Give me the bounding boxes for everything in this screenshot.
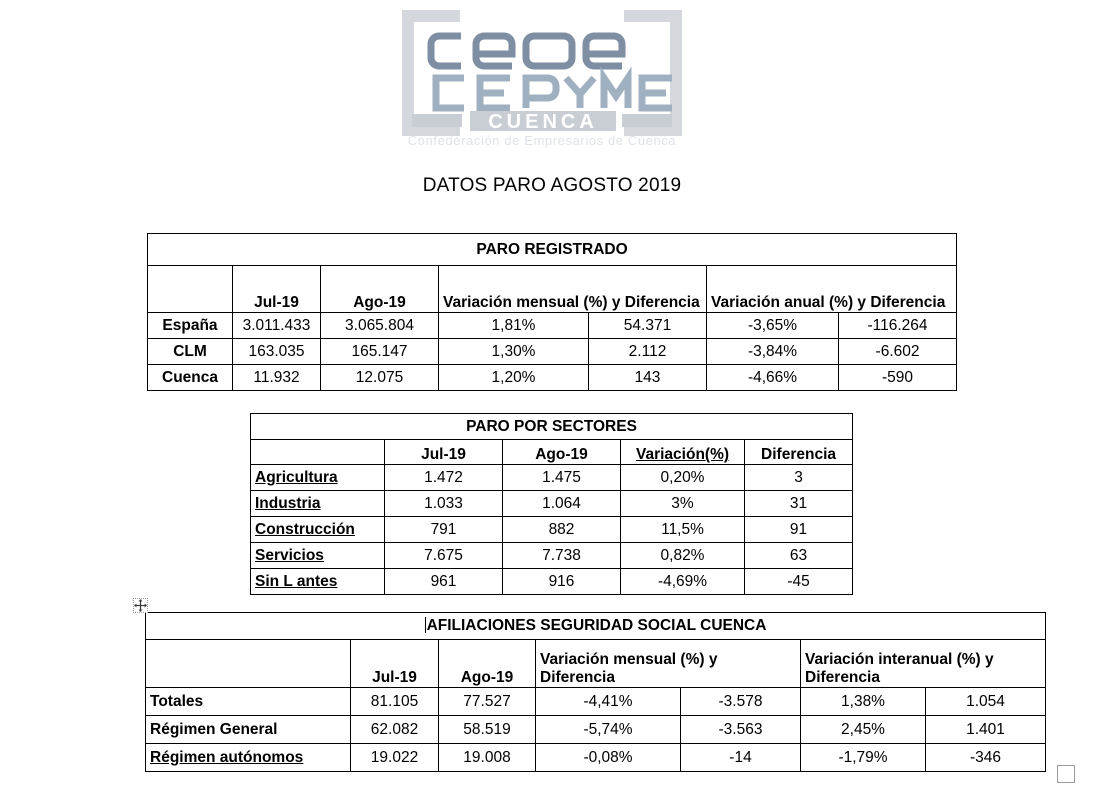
row-label: Agricultura bbox=[251, 465, 385, 491]
table-afiliaciones-seguridad-social bbox=[145, 612, 1046, 772]
cell-ago: 1.475 bbox=[503, 465, 621, 491]
cell-var-mensual-dif: 54.371 bbox=[589, 313, 707, 339]
table-row bbox=[251, 465, 853, 491]
table-row bbox=[251, 543, 853, 569]
table-row bbox=[146, 716, 1046, 744]
header-variacion: Variación(%) bbox=[621, 440, 745, 465]
cell-var-mensual-pct: 1,20% bbox=[439, 365, 589, 391]
row-label: Servicios bbox=[251, 543, 385, 569]
table-row bbox=[146, 640, 1046, 688]
cell-diferencia: 3 bbox=[745, 465, 853, 491]
cell-ago: 77.527 bbox=[439, 688, 536, 716]
table-row bbox=[146, 688, 1046, 716]
cell-variacion: -4,69% bbox=[621, 569, 745, 595]
table-title bbox=[146, 613, 1046, 640]
header-ago: Ago-19 bbox=[321, 266, 439, 313]
cell-var-anual-pct: -3,84% bbox=[707, 339, 839, 365]
ceoe-cepyme-cuenca-logo bbox=[398, 6, 686, 151]
cell-var-mensual-pct: -4,41% bbox=[536, 688, 681, 716]
header-variacion-anual: Variación anual (%) y Diferencia bbox=[707, 266, 957, 313]
cell-var-anual-dif: -590 bbox=[839, 365, 957, 391]
cell-var-mensual-pct: -0,08% bbox=[536, 744, 681, 772]
cell-variacion: 3% bbox=[621, 491, 745, 517]
header-corner bbox=[148, 266, 233, 313]
cell-jul: 1.472 bbox=[385, 465, 503, 491]
cell-ago: 916 bbox=[503, 569, 621, 595]
cell-ago: 12.075 bbox=[321, 365, 439, 391]
cell-var-mensual-dif: -3.578 bbox=[681, 688, 801, 716]
table-row bbox=[251, 569, 853, 595]
table-title: PARO REGISTRADO bbox=[148, 234, 957, 266]
cell-ago: 58.519 bbox=[439, 716, 536, 744]
header-jul: Jul-19 bbox=[351, 640, 439, 688]
cell-var-interanual-pct: 2,45% bbox=[801, 716, 926, 744]
cell-ago: 19.008 bbox=[439, 744, 536, 772]
cell-diferencia: 63 bbox=[745, 543, 853, 569]
table-row bbox=[251, 517, 853, 543]
table-title: PARO POR SECTORES bbox=[251, 414, 853, 440]
row-label: Régimen autónomos bbox=[146, 744, 351, 772]
cell-ago: 1.064 bbox=[503, 491, 621, 517]
cell-var-mensual-dif: -14 bbox=[681, 744, 801, 772]
cell-var-mensual-dif: 2.112 bbox=[589, 339, 707, 365]
cell-variacion: 0,82% bbox=[621, 543, 745, 569]
header-corner bbox=[251, 440, 385, 465]
cell-jul: 81.105 bbox=[351, 688, 439, 716]
cell-var-mensual-dif: -3.563 bbox=[681, 716, 801, 744]
cell-jul: 62.082 bbox=[351, 716, 439, 744]
cell-variacion: 0,20% bbox=[621, 465, 745, 491]
table-row bbox=[148, 339, 957, 365]
cell-var-interanual-dif: -346 bbox=[926, 744, 1046, 772]
cell-var-anual-dif: -116.264 bbox=[839, 313, 957, 339]
table-row bbox=[146, 613, 1046, 640]
header-ago: Ago-19 bbox=[439, 640, 536, 688]
table-row bbox=[148, 234, 957, 266]
cell-var-mensual-pct: 1,81% bbox=[439, 313, 589, 339]
header-ago: Ago-19 bbox=[503, 440, 621, 465]
cell-var-interanual-dif: 1.401 bbox=[926, 716, 1046, 744]
cell-var-mensual-dif: 143 bbox=[589, 365, 707, 391]
table-row bbox=[251, 440, 853, 465]
header-variacion-interanual: Variación interanual (%) y Diferencia bbox=[801, 640, 1046, 688]
table-row bbox=[251, 414, 853, 440]
row-label: Industria bbox=[251, 491, 385, 517]
row-label: CLM bbox=[148, 339, 233, 365]
row-label: Construcción bbox=[251, 517, 385, 543]
cell-jul: 961 bbox=[385, 569, 503, 595]
table-title-text: AFILIACIONES SEGURIDAD SOCIAL CUENCA bbox=[426, 617, 767, 635]
table-row bbox=[146, 744, 1046, 772]
svg-text:CUENCA: CUENCA bbox=[488, 111, 598, 133]
cell-var-interanual-pct: -1,79% bbox=[801, 744, 926, 772]
cell-jul: 163.035 bbox=[233, 339, 321, 365]
cell-ago: 3.065.804 bbox=[321, 313, 439, 339]
cell-diferencia: 31 bbox=[745, 491, 853, 517]
cell-jul: 1.033 bbox=[385, 491, 503, 517]
table-row bbox=[148, 266, 957, 313]
cell-var-mensual-pct: 1,30% bbox=[439, 339, 589, 365]
row-label: Cuenca bbox=[148, 365, 233, 391]
cell-var-anual-pct: -3,65% bbox=[707, 313, 839, 339]
table-row bbox=[148, 313, 957, 339]
resize-handle[interactable] bbox=[1057, 765, 1075, 783]
cell-var-anual-pct: -4,66% bbox=[707, 365, 839, 391]
header-jul: Jul-19 bbox=[233, 266, 321, 313]
cell-ago: 882 bbox=[503, 517, 621, 543]
table-paro-por-sectores bbox=[250, 413, 853, 595]
page-title: DATOS PARO AGOSTO 2019 bbox=[422, 175, 682, 196]
text-caret bbox=[425, 617, 426, 633]
table-row bbox=[148, 365, 957, 391]
row-label: Régimen General bbox=[146, 716, 351, 744]
cell-jul: 7.675 bbox=[385, 543, 503, 569]
logo-tagline: Confederación de Empresarios de Cuenca bbox=[407, 133, 677, 148]
row-label: Totales bbox=[146, 688, 351, 716]
cell-jul: 3.011.433 bbox=[233, 313, 321, 339]
header-variacion-mensual: Variación mensual (%) y Diferencia bbox=[439, 266, 707, 313]
move-handle-icon[interactable] bbox=[133, 598, 148, 613]
cell-jul: 19.022 bbox=[351, 744, 439, 772]
cell-ago: 7.738 bbox=[503, 543, 621, 569]
cell-jul: 791 bbox=[385, 517, 503, 543]
row-label: España bbox=[148, 313, 233, 339]
cell-var-interanual-dif: 1.054 bbox=[926, 688, 1046, 716]
header-corner bbox=[146, 640, 351, 688]
header-diferencia: Diferencia bbox=[745, 440, 853, 465]
cell-var-interanual-pct: 1,38% bbox=[801, 688, 926, 716]
cell-variacion: 11,5% bbox=[621, 517, 745, 543]
cell-diferencia: 91 bbox=[745, 517, 853, 543]
table-row bbox=[251, 491, 853, 517]
row-label: Sin L antes bbox=[251, 569, 385, 595]
cell-var-mensual-pct: -5,74% bbox=[536, 716, 681, 744]
cell-var-anual-dif: -6.602 bbox=[839, 339, 957, 365]
cell-ago: 165.147 bbox=[321, 339, 439, 365]
cell-diferencia: -45 bbox=[745, 569, 853, 595]
table-paro-registrado bbox=[147, 233, 957, 391]
cell-jul: 11.932 bbox=[233, 365, 321, 391]
header-variacion-mensual: Variación mensual (%) y Diferencia bbox=[536, 640, 801, 688]
header-jul: Jul-19 bbox=[385, 440, 503, 465]
